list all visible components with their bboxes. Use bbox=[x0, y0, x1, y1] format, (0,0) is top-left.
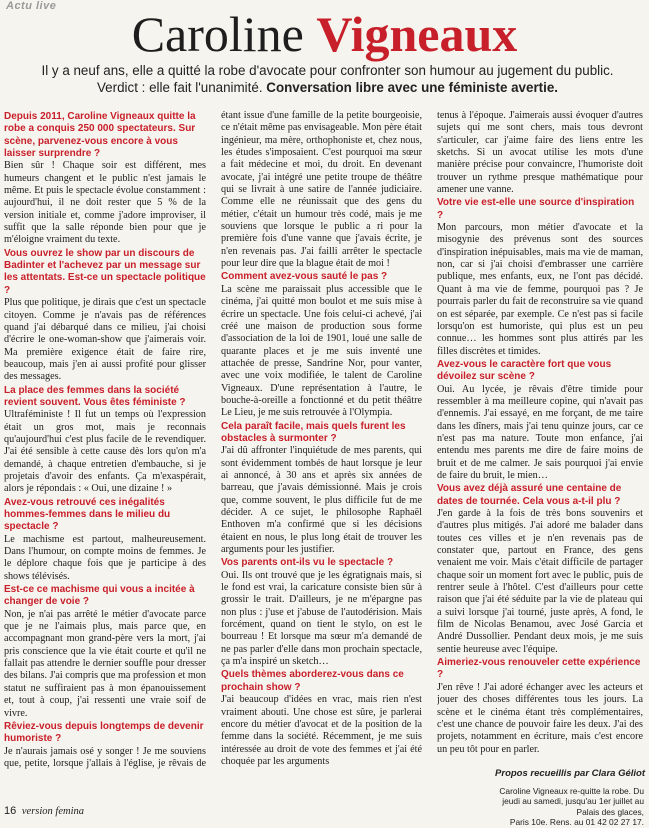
interview-answer: J'ai beaucoup d'idées en vrac, mais rien n'est vraiment abouti. Une chose est sûre, je parlerai encore du métier d'avocat et de la position de la femme dans la société. Récemment, je me suis intéressée au droit de vote des femmes et j'ai été choquée par les arguments bbox=[221, 694, 422, 767]
interview-answer: tenus à l'époque. J'aimerais aussi évoquer d'autres sujets qui me sont chers, mais tous devront s'articuler, car j'aime faire des liens entre les sketchs. Si un avocat utilise les mots d'une manière précise pour convaincre, l'humoriste doit trouver un rythme presque mathématique pour amener une vanne. bbox=[437, 110, 643, 196]
interview-question: Vous ouvrez le show par un discours de Badinter et l'achevez par un message sur les attentats. Est-ce un spectacle politique ? bbox=[4, 247, 206, 296]
caption-line-1: Caroline Vigneaux re-quitte la robe. Du jeudi au samedi, jusqu'au 1er juillet au Palais des glaces, bbox=[499, 786, 644, 817]
interview-credit: Propos recueillis par Clara Géliot bbox=[495, 768, 645, 779]
article-title bbox=[0, 6, 649, 62]
interview-question: Comment avez-vous sauté le pas ? bbox=[221, 271, 388, 283]
page-number: 16 bbox=[4, 805, 17, 817]
interview-answer: J'en rêve ! J'ai adoré échanger avec les acteurs et jouer des choses différentes tous les jours. La scène et le cinéma étant très complémentaires, c'est une chance de pouvoir faire les deux. J'ai des projets, notamment en écriture, mais c'est encore un peu tôt pour en parler. bbox=[437, 681, 643, 755]
section-kicker: Actu live bbox=[6, 0, 57, 12]
interview-question: Vous avez déjà assuré une centaine de dates de tournée. Cela vous a-t-il plu ? bbox=[437, 483, 622, 507]
title-first-name: Caroline bbox=[131, 6, 304, 62]
deck-line-2 bbox=[40, 79, 615, 96]
article-deck bbox=[40, 62, 615, 96]
interview-answer: Oui. Ils ont trouvé que je les égratignais mais, si le fond est vrai, la caricature consiste bien sûr à grossir le trait. D'ailleurs, je ne m'épargne pas non plus : j'use et j'abuse de l'autodérision. Mais forcément, quand on tient le stylo, on est le bourreau ! Et lorsque ma sœur m'a demandé de ne pas parler d'elle dans mon prochain spectacle, ça m'a inspiré un sketch… bbox=[221, 569, 422, 668]
interview-answer: Plus que politique, je dirais que c'est un spectacle citoyen. Comme je n'avais pas de références quand j'ai débarqué dans ce milieu, j'ai choisi d'écrire le one-woman-show que j'aimerais voir. Ma première exigence était de faire rire, beaucoup, mais j'en ai aussi profité pour glisser des messages. bbox=[4, 297, 206, 383]
deck-line-1: Il y a neuf ans, elle a quitté la robe d'avocate pour confronter son humour au jugement du public. bbox=[41, 63, 614, 78]
interview-answer: J'en garde à la fois de très bons souvenirs et d'autres plus mitigés. J'ai adoré me balader dans toutes ces villes et je n'en revenais pas de constater que, partout en France, des gens venaient me voir. Mais c'était difficile de partager chaque soir un moment fort avec le public, puis de rentrer seule à l'hôtel. C'est d'ailleurs pour cette raison que j'ai été séduite par la vie de plateau qui a suivi lorsque j'ai tourné, juste après, A fond, le film de Nicolas Benamou, avec José Garcia et André Dussollier. Pendant deux mois, je me suis sentie heureuse avec l'équipe. bbox=[437, 508, 643, 655]
interview-answer: Oui. Au lycée, je rêvais d'être timide pour ressembler à ma meilleure copine, qui n'avait pas d'ennemis. J'ai essayé, en me forçant, de me taire dans les dîners, mais j'ai tenu quinze jours, car ce n'est pas ma nature. Toute mon enfance, j'ai entendu mes parents me dire de faire moins de bruit et de me calmer. Je sais pourquoi j'ai envie de faire du bruit, le mien… bbox=[437, 383, 643, 481]
interview-question: Votre vie est-elle une source d'inspiration ? bbox=[437, 197, 635, 221]
interview-question: Avez-vous le caractère fort que vous dévoilez sur scène ? bbox=[437, 358, 612, 383]
interview-answer: Non, je n'ai pas arrêté le métier d'avocate parce que je ne l'aimais plus, mais parce que, en accompagnant mon grand-père vers la mort, j'ai pris conscience que la vie était courte et qu'il ne fallait pas attendre le dernier souffle pour dresser des bilans. J'ai compris que ma profession et mon statut ne suffiraient pas à mon épanouissement et, tout à coup, j'ai ressenti une vraie soif de vivre. bbox=[4, 608, 206, 719]
interview-question: Quels thèmes aborderez-vous dans ce prochain show ? bbox=[221, 669, 404, 693]
interview-question: La place des femmes dans la société revient souvent. Vous êtes féministe ? bbox=[4, 384, 186, 408]
interview-question: Avez-vous retrouvé ces inégalités hommes-femmes dans le milieu du spectacle ? bbox=[4, 496, 171, 533]
interview-question: Cela paraît facile, mais quels furent les obstacles à surmonter ? bbox=[221, 420, 406, 444]
article-column-2 bbox=[221, 110, 422, 770]
interview-answer: Bien sûr ! Chaque soir est différent, mes humeurs changent et le public n'est jamais le même. Et puis le spectacle évolue constamment : aujourd'hui, il ne doit rester que 5 % de la version initiale et, comme j'adore improviser, il suffit que la salle réponde bien pour que je m'éloigne vraiment du texte. bbox=[4, 160, 206, 246]
publication-name: version femina bbox=[21, 806, 84, 817]
interview-answer: J'ai dû affronter l'inquiétude de mes parents, qui sont évidemment tombés de haut lorsque je leur ai annoncé, à 30 ans et après six années de barreau, que j'avais démissionné. Mais je crois que, comme souvent, le plus difficile fut de me décider. A ce sujet, le philosophe Raphaël Enthoven m'a confirmé que si les décisions étaient en nous, le plus long était de trouver les arguments pour les justifier. bbox=[221, 445, 422, 556]
article-column-3 bbox=[437, 110, 643, 770]
page-footer bbox=[4, 805, 84, 817]
interview-answer: Je n'aurais jamais osé y songer ! Je me souviens que, petite, lorsque j'allais à l'église, je rêvais de bbox=[4, 745, 206, 769]
interview-answer: Ultraféministe ! Il fut un temps où l'expression était un gros mot, mais je reconnais qu'aujourd'hui c'est plus facile de le revendiquer. J'ai été sensible à cette cause dès lors qu'on m'a demandé, à chaque entretien d'embauche, si je projetais d'avoir des enfants. Ça m'exaspérait, alors je répondais : « Oui, une dizaine ! » bbox=[4, 409, 206, 495]
interview-answer: La scène me paraissait plus accessible que le cinéma, j'ai quitté mon boulot et me suis mise à écrire un spectacle. Une fois celui-ci achevé, j'ai créé une maison de production sous forme d'association de la loi de 1901, loué une salle de quarante places et je me suis inventé une attachée de presse, Sandrine Nor, pour vanter, avec une voix modifiée, le talent de Caroline Vigneaux. D'une représentation à l'autre, le bouche-à-oreille a fonctionné et du petit théâtre Le Lieu, je me suis retrouvée à l'Olympia. bbox=[221, 283, 422, 419]
interview-answer: étant issue d'une famille de la petite bourgeoisie, ce n'était même pas envisageable. Mon père était ingénieur, ma mère, orthophoniste et, chez nous, les études s'imposaient. C'est pourquoi ma sœur a fait médecine et moi, du droit. En devenant avocate, j'ai intégré une petite troupe de théâtre qui se livrait à une satire de l'année judiciaire. Comme elle ne réunissait que des gens du métier, c'était un humour très codé, mais je me souviens que lorsque le public a ri pour la première fois d'une vanne que j'avais écrite, je n'en revenais pas. J'ai failli arrêter le spectacle pour leur dire que la blague était de moi ! bbox=[221, 110, 422, 270]
interview-question: Vos parents ont-ils vu le spectacle ? bbox=[221, 557, 394, 569]
interview-question: Aimeriez-vous renouveler cette expérience ? bbox=[437, 657, 641, 681]
caption-line-2: Paris 10e. Rens. au 01 42 02 27 17. bbox=[509, 817, 644, 828]
deck-line-2-bold: Conversation libre avec une féministe avertie. bbox=[266, 80, 559, 95]
deck-line-2-plain: Verdict : elle fait l'unanimité. bbox=[96, 80, 263, 95]
interview-answer: Le machisme est partout, malheureusement. Dans l'humour, on compte moins de femmes. Je le déplore chaque fois que je participe à des shows télévisés. bbox=[4, 533, 206, 582]
interview-question: Rêviez-vous depuis longtemps de devenir humoriste ? bbox=[4, 720, 204, 745]
interview-question: Depuis 2011, Caroline Vigneaux quitte la robe a conquis 250 000 spectateurs. Sur scène, parvenez-vous encore à vous laisser surprendre ? bbox=[4, 111, 196, 160]
photo-caption bbox=[484, 786, 644, 828]
title-last-name: Vigneaux bbox=[316, 6, 518, 62]
interview-answer: Mon parcours, mon métier d'avocate et la misogynie des prévenus sont des sources d'inspiration inépuisables, mais ma vie de maman, non, car si j'ai choisi d'embrasser une carrière publique, mes enfants, eux, ne l'ont pas décidé. Quant à ma vie de femme, pourquoi pas ? Je pourrais parler du fait de reconstruire sa vie quand on est séparée, par exemple. Ce n'est pas si facile lorsqu'on est humoriste, qui plus est un peu connue… les hommes sont plus attirés par les filles discrètes et timides. bbox=[437, 222, 643, 357]
interview-question: Est-ce ce machisme qui vous a incitée à changer de voie ? bbox=[4, 584, 195, 608]
article-column-1 bbox=[4, 110, 206, 770]
